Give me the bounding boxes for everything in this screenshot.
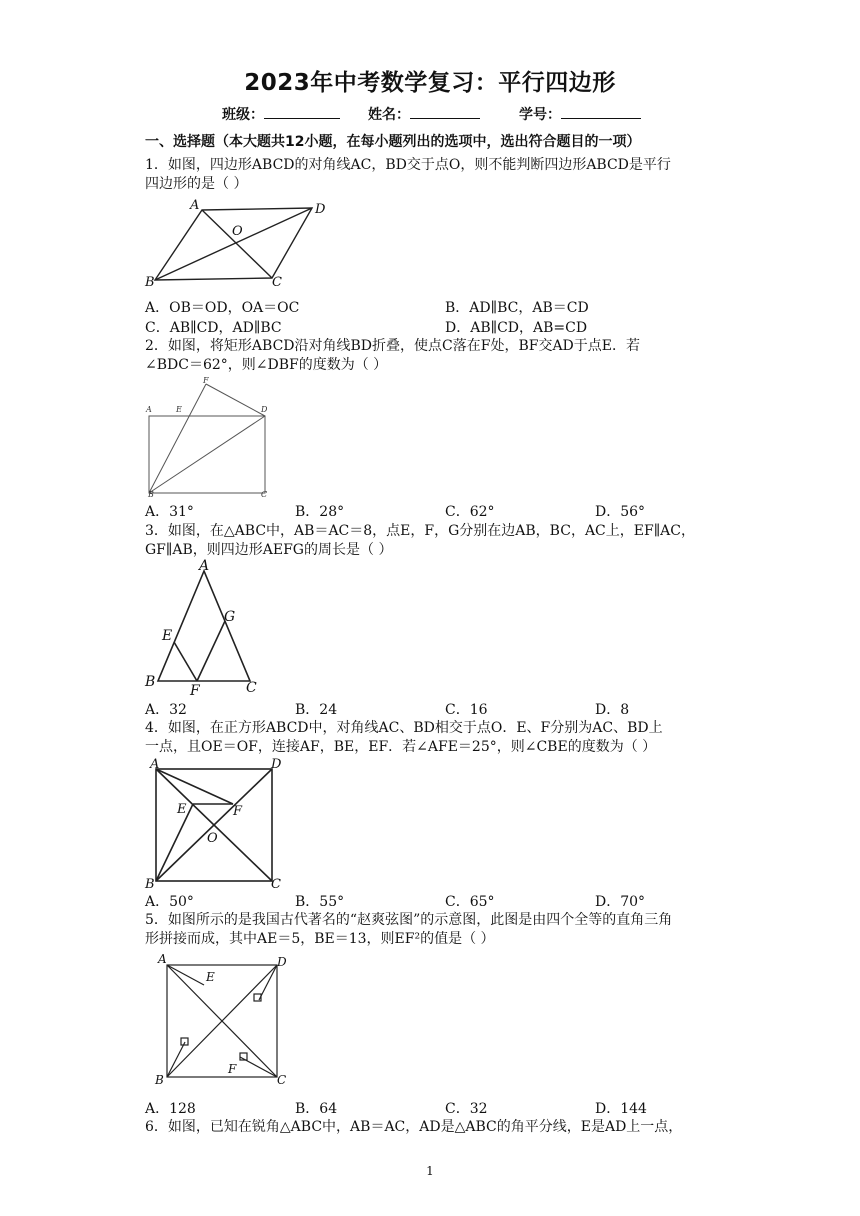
class-label: 班级： bbox=[222, 107, 264, 123]
student-id-field bbox=[519, 104, 641, 124]
q5-label-f: F bbox=[228, 1062, 237, 1076]
q1-line2: 四边形的是（ ） bbox=[145, 176, 248, 192]
q2-label-d: D bbox=[261, 405, 268, 414]
q6-line1: 6．如图，已知在锐角△ABC中，AB＝AC，AD是△ABC的角平分线，E是AD上一点， bbox=[145, 1119, 683, 1135]
q1-label-b: B bbox=[145, 275, 155, 290]
q4-label-a: A bbox=[150, 757, 160, 772]
q2-label-a: A bbox=[146, 405, 152, 414]
page-number: 1 bbox=[426, 1164, 434, 1178]
q5-label-d: D bbox=[277, 955, 287, 969]
q3-option-a[interactable]: A．32 bbox=[145, 702, 187, 718]
section-heading: 一、选择题（本大题共12小题，在每小题列出的选项中，选出符合题目的一项） bbox=[145, 134, 641, 150]
q3-label-f: F bbox=[190, 683, 200, 698]
q5-label-c: C bbox=[277, 1073, 287, 1087]
q3-line1: 3．如图，在△ABC中，AB＝AC＝8，点E，F，G分别在边AB，BC，AC上，EF∥AC， bbox=[145, 523, 695, 539]
q5-option-b[interactable]: B．64 bbox=[295, 1101, 338, 1117]
q5-label-a: A bbox=[158, 952, 167, 966]
q1-label-a: A bbox=[190, 198, 200, 213]
q4-option-d[interactable]: D．70° bbox=[595, 894, 646, 910]
q5-zhaoshuang-figure bbox=[140, 950, 300, 1090]
q1-label-c: C bbox=[272, 275, 282, 290]
q5-label-e: E bbox=[206, 970, 215, 984]
q1-label-o: O bbox=[232, 224, 243, 239]
q4-square-figure bbox=[140, 757, 290, 891]
q4-option-b[interactable]: B．55° bbox=[295, 894, 345, 910]
q4-label-f: F bbox=[233, 804, 243, 819]
q5-label-b: B bbox=[155, 1073, 164, 1087]
q1-label-d: D bbox=[315, 202, 326, 217]
q3-label-e: E bbox=[162, 628, 173, 644]
q2-option-a[interactable]: A．31° bbox=[145, 504, 194, 520]
q4-label-b: B bbox=[145, 877, 155, 891]
q3-option-b[interactable]: B．24 bbox=[295, 702, 338, 718]
q4-label-c: C bbox=[271, 877, 281, 891]
name-field bbox=[368, 104, 480, 124]
name-blank[interactable] bbox=[410, 104, 480, 119]
q1-option-d[interactable]: D．AB∥CD，AB=CD bbox=[445, 320, 588, 336]
class-field bbox=[222, 104, 340, 124]
q3-line2: GF∥AB，则四边形AEFG的周长是（ ） bbox=[145, 542, 393, 558]
q3-label-c: C bbox=[246, 680, 257, 696]
q2-line2: ∠BDC＝62°，则∠DBF的度数为（ ） bbox=[145, 357, 388, 373]
q3-option-d[interactable]: D．8 bbox=[595, 702, 630, 718]
id-blank[interactable] bbox=[561, 104, 641, 119]
q1-option-b[interactable]: B．AD∥BC，AB＝CD bbox=[445, 300, 589, 316]
q4-label-o: O bbox=[207, 831, 218, 846]
q5-option-d[interactable]: D．144 bbox=[595, 1101, 647, 1117]
q2-option-d[interactable]: D．56° bbox=[595, 504, 646, 520]
q5-line1: 5．如图所示的是我国古代著名的“赵爽弦图”的示意图，此图是由四个全等的直角三角 bbox=[145, 912, 673, 928]
q1-parallelogram-figure bbox=[140, 198, 340, 290]
q3-option-c[interactable]: C．16 bbox=[445, 702, 488, 718]
q5-line2: 形拼接而成，其中AE＝5，BE＝13，则EF²的值是（ ） bbox=[145, 931, 495, 947]
q3-label-b: B bbox=[145, 674, 156, 690]
q5-option-c[interactable]: C．32 bbox=[445, 1101, 488, 1117]
q3-triangle-figure bbox=[140, 558, 270, 698]
q1-line1: 1．如图，四边形ABCD的对角线AC，BD交于点O，则不能判断四边形ABCD是平行 bbox=[145, 157, 671, 173]
q2-label-b: B bbox=[148, 490, 154, 499]
q4-option-c[interactable]: C．65° bbox=[445, 894, 495, 910]
q2-option-c[interactable]: C．62° bbox=[445, 504, 495, 520]
q3-label-g: G bbox=[224, 609, 236, 625]
q4-line1: 4．如图，在正方形ABCD中，对角线AC、BD相交于点O．E、F分别为AC、BD上 bbox=[145, 720, 663, 736]
q2-label-c: C bbox=[261, 490, 268, 499]
q5-option-a[interactable]: A．128 bbox=[145, 1101, 196, 1117]
q2-label-f: F bbox=[203, 376, 209, 385]
q4-line2: 一点，且OE＝OF，连接AF，BE，EF．若∠AFE＝25°，则∠CBE的度数为（ ） bbox=[145, 739, 657, 755]
q2-option-b[interactable]: B．28° bbox=[295, 504, 345, 520]
page-title: 2023年中考数学复习：平行四边形 bbox=[244, 70, 616, 96]
name-label: 姓名： bbox=[368, 107, 410, 123]
q1-option-a[interactable]: A．OB＝OD，OA＝OC bbox=[145, 300, 300, 316]
q3-label-a: A bbox=[199, 558, 210, 574]
id-label: 学号： bbox=[519, 107, 561, 123]
q1-option-c[interactable]: C．AB∥CD，AD∥BC bbox=[145, 320, 282, 336]
q4-option-a[interactable]: A．50° bbox=[145, 894, 194, 910]
q2-label-e: E bbox=[176, 405, 182, 414]
q2-rectangle-fold-figure bbox=[140, 376, 280, 500]
q4-label-e: E bbox=[177, 802, 187, 817]
q2-line1: 2．如图，将矩形ABCD沿对角线BD折叠，使点C落在F处，BF交AD于点E．若 bbox=[145, 338, 640, 354]
class-blank[interactable] bbox=[264, 104, 340, 119]
q4-label-d: D bbox=[271, 757, 282, 772]
